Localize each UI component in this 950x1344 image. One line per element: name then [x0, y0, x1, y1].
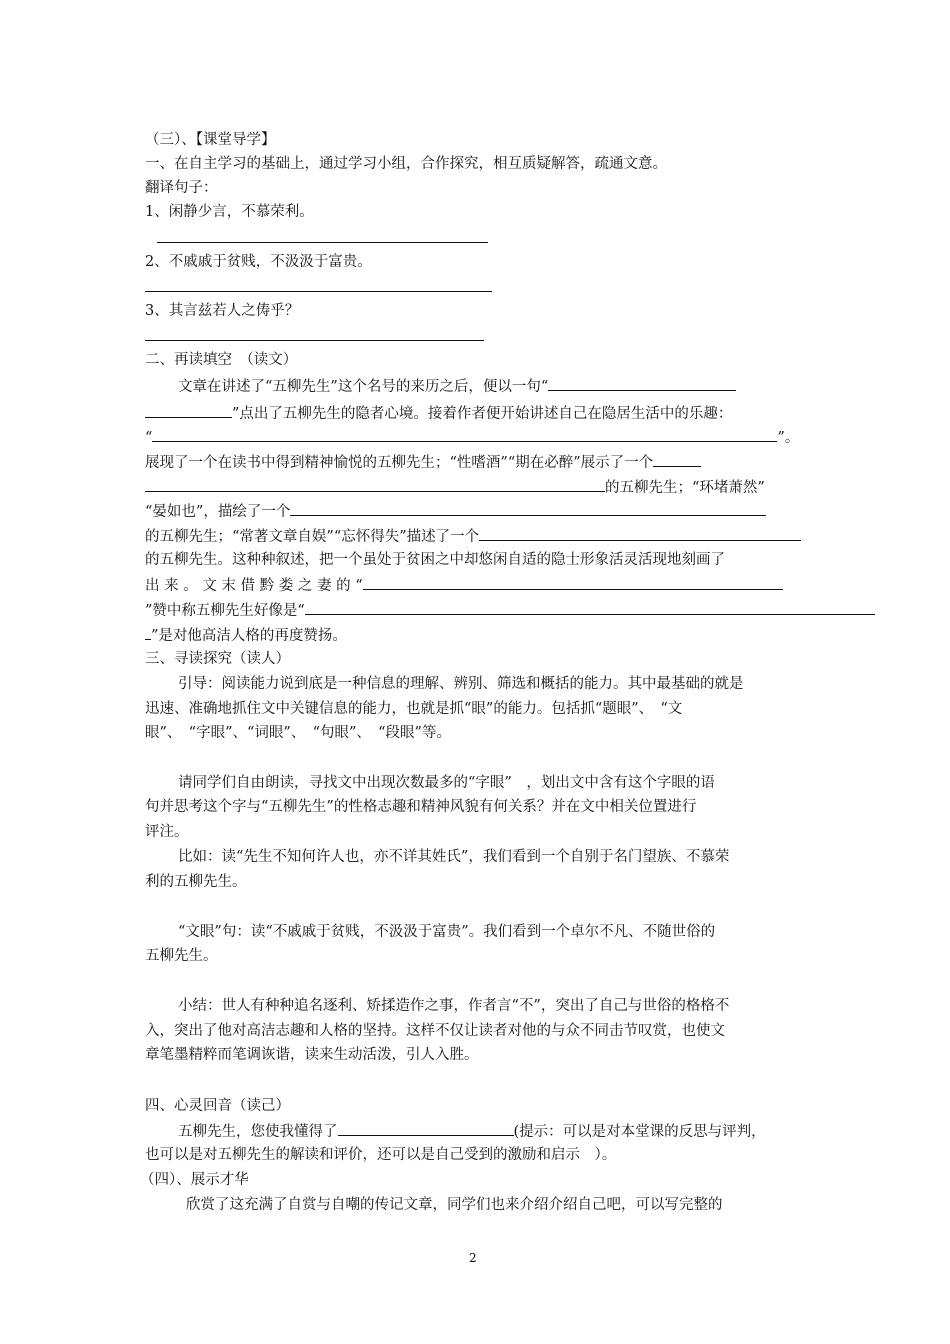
fill-blank-5[interactable]	[479, 525, 801, 541]
fill-text-6: “晏如也”，描绘了一个	[145, 504, 291, 520]
fill-line-2	[145, 402, 732, 424]
fill-line-10	[145, 599, 875, 621]
part4-title: 四、心灵回音（读己）	[145, 1098, 290, 1114]
fill-line-4	[145, 451, 701, 473]
fill-blank-2[interactable]	[152, 426, 777, 442]
echo-text-1a: 五柳先生，您使我懂得了	[178, 1124, 338, 1140]
fill-text-1: 文章在讲述了“五柳先生”这个名号的来历之后，便以一句“	[178, 379, 549, 395]
fill-line-6	[145, 500, 766, 522]
section4-heading: （四）、展示才华	[140, 1172, 249, 1188]
echo-line-1	[178, 1120, 766, 1142]
fill-blank-1[interactable]	[548, 375, 736, 391]
fill-text-9: 出 来 。 文 末 借 黔 娄 之 妻 的 “	[145, 578, 363, 594]
summary-line-1: 小结：世人有种种追名逐利、矫揉造作之事，作者言“不”，突出了自己与世俗的格格不	[178, 998, 730, 1014]
fill-text-5: 的五柳先生；“环堵萧然”	[605, 480, 765, 496]
fill-line-9	[145, 574, 783, 596]
fill-blank-3-cont[interactable]	[145, 476, 605, 492]
fill-blank-3[interactable]	[653, 451, 701, 467]
task-line-3: 评注。	[145, 824, 189, 840]
wenyan-line-1: “文眼”句：读“不戚戚于贫贱，不汲汲于富贵”。我们看到一个卓尔不凡、不随世俗的	[178, 924, 716, 940]
example-line-1: 比如：读“先生不知何许人也，亦不详其姓氏”，我们看到一个自别于名门望族、不慕荣	[178, 849, 730, 865]
fill-text-2: ”点出了五柳先生的隐者心境。接着作者便开始讲述自己在隐居生活中的乐趣：	[232, 406, 733, 422]
fill-blank-7[interactable]	[305, 599, 875, 615]
echo-line-2: 也可以是对五柳先生的解读和评价，还可以是自己受到的激励和启示 ）。	[145, 1147, 617, 1163]
fill-blank-6[interactable]	[363, 574, 783, 590]
fill-text-3a: “	[145, 430, 153, 446]
fill-blank-1-cont[interactable]	[145, 402, 232, 418]
fill-text-7: 的五柳先生；“常著文章自娱”“忘怀得失”描述了一个	[145, 529, 480, 545]
fill-line-7	[145, 525, 801, 547]
fill-line-1	[178, 375, 736, 397]
answer-line-1[interactable]	[157, 242, 488, 243]
guide-line-1: 引导：阅读能力说到底是一种信息的理解、辨别、筛选和概括的能力。其中最基础的就是	[178, 676, 744, 692]
fill-blank-4[interactable]	[290, 500, 766, 516]
fill-text-10: ”赞中称五柳先生好像是“	[145, 603, 305, 619]
translate-label: 翻译句子：	[145, 180, 218, 196]
section3-heading: （三）、【课堂导学】	[145, 132, 276, 148]
echo-text-1b: (提示：可以是对本堂课的反思与评判，	[513, 1124, 766, 1140]
echo-blank[interactable]	[338, 1120, 514, 1136]
wenyan-line-2: 五柳先生。	[145, 948, 218, 964]
example-line-2: 利的五柳先生。	[145, 874, 247, 890]
guide-line-3: 眼”、 “字眼”、“词眼”、 “句眼”、 “段眼”等。	[145, 725, 451, 741]
task-line-2: 句并思考这个字与“五柳先生”的性格志趣和精神风貌有何关系？并在文中相关位置进行	[145, 799, 697, 815]
task-line-1: 请同学们自由朗读，寻找文中出现次数最多的“字眼” ，划出文中含有这个字眼的语	[178, 775, 715, 791]
part2-title: 二、再读填空 （读文）	[145, 352, 298, 368]
answer-line-3[interactable]	[145, 340, 484, 341]
fill-text-4: 展现了一个在读书中得到精神愉悦的五柳先生；“性嗜酒”“期在必醉”展示了一个	[145, 455, 654, 471]
part1-title: 一、在自主学习的基础上，通过学习小组，合作探究，相互质疑解答，疏通文意。	[145, 156, 667, 172]
fill-text-3b: ”。	[777, 430, 800, 446]
fill-line-5	[145, 476, 765, 498]
page-number: 2	[469, 1251, 477, 1265]
fill-line-11	[145, 624, 347, 646]
summary-line-2: 入，突出了他对高洁志趣和人格的坚持。这样不仅让读者对他的与众不同击节叹赏，也使文	[145, 1023, 725, 1039]
fill-text-11: ”是对他高洁人格的再度赞扬。	[151, 628, 347, 644]
question-2: 2、不戚戚于贫贱，不汲汲于富贵。	[145, 254, 372, 270]
question-3: 3、其言兹若人之俦乎？	[145, 303, 300, 319]
question-1: 1、闲静少言，不慕荣利。	[145, 204, 314, 220]
fill-line-3	[145, 426, 799, 448]
summary-line-3: 章笔墨精粹而笔调诙谐，读来生动活泼，引人入胜。	[145, 1047, 479, 1063]
part3-title: 三、寻读探究（读人）	[145, 651, 290, 667]
guide-line-2: 迅速、准确地抓住文中关键信息的能力，也就是抓“眼”的能力。包括抓“题眼”、 “文	[145, 701, 683, 717]
section4-line-1: 欣赏了这充满了自赏与自嘲的传记文章，同学们也来介绍介绍自己吧，可以写完整的	[186, 1197, 723, 1213]
fill-line-8: 的五柳先生。这种种叙述，把一个虽处于贫困之中却悠闲自适的隐士形象活灵活现地刻画了	[145, 552, 725, 568]
answer-line-2[interactable]	[145, 291, 492, 292]
